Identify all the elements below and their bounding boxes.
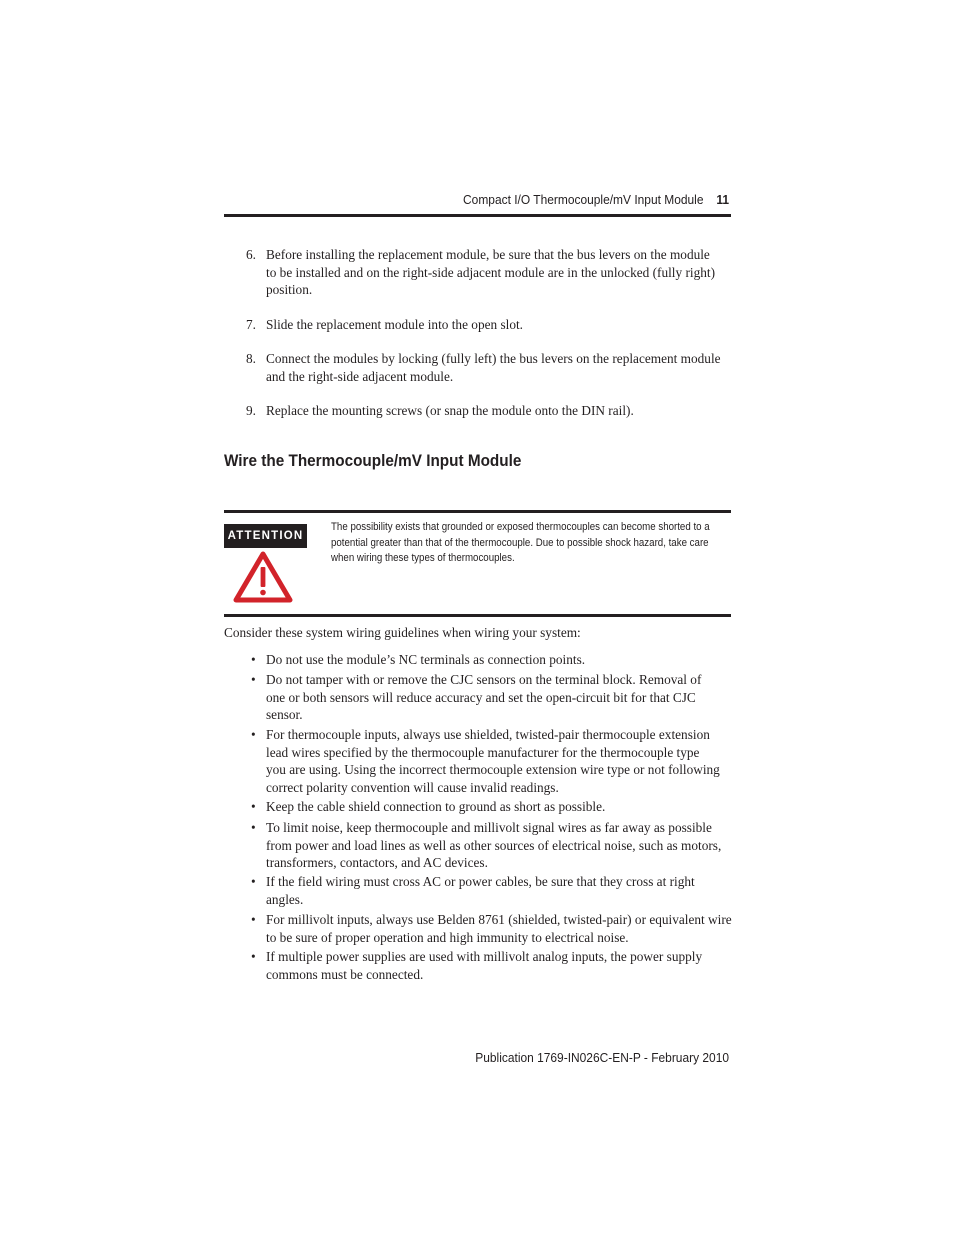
step-line: position. <box>266 282 313 297</box>
list-line: If the field wiring must cross AC or power cables, be sure that they cross at right <box>266 874 695 889</box>
list-line: Do not tamper with or remove the CJC sensors on the terminal block. Removal of <box>266 672 702 687</box>
list-item <box>224 948 731 983</box>
guidelines-intro: Consider these system wiring guidelines when wiring your system: <box>224 625 581 640</box>
list-item <box>224 798 731 816</box>
list-line: you are using. Using the incorrect thermocouple extension wire type or not following <box>266 762 720 777</box>
list-line: To limit noise, keep thermocouple and millivolt signal wires as far away as possible <box>266 820 712 835</box>
step-text <box>266 246 731 299</box>
section-title: Wire the Thermocouple/mV Input Module <box>224 451 522 470</box>
attention-line: potential greater than that of the thermocouple. Due to possible shock hazard, take care <box>331 536 709 549</box>
step-number: 6. <box>246 247 256 262</box>
list-item-text <box>266 873 731 908</box>
list-item <box>224 651 731 669</box>
attention-rule-top <box>224 510 731 513</box>
list-line: one or both sensors will reduce accuracy and set the open-circuit bit for that CJC <box>266 689 696 705</box>
bullet-icon: • <box>251 912 256 927</box>
bullet-icon: • <box>251 949 256 964</box>
bullet-icon: • <box>251 652 256 667</box>
step-text <box>266 402 731 420</box>
step-line: Replace the mounting screws (or snap the module onto the DIN rail). <box>266 403 634 418</box>
attention-rule-bottom <box>224 614 731 617</box>
list-line: sensor. <box>266 707 303 722</box>
step-item <box>224 402 731 420</box>
list-item-text <box>266 671 731 724</box>
step-text <box>266 350 731 385</box>
list-line: For millivolt inputs, always use Belden 8761 (shielded, twisted-pair) or equivalent wire <box>266 912 732 927</box>
list-item <box>224 726 731 796</box>
step-text <box>266 316 731 334</box>
list-line: commons must be connected. <box>266 966 424 982</box>
step-number: 8. <box>246 351 256 366</box>
page-number: 11 <box>716 192 729 207</box>
list-line: lead wires specified by the thermocouple manufacturer for the thermocouple type <box>266 744 700 760</box>
step-item <box>224 350 731 385</box>
warning-triangle-icon <box>233 551 293 603</box>
step-line: and the right-side adjacent module. <box>266 368 454 384</box>
list-line: transformers, contactors, and AC devices. <box>266 855 488 870</box>
list-item <box>224 671 731 724</box>
list-line: For thermocouple inputs, always use shielded, twisted-pair thermocouple extension <box>266 727 710 742</box>
bullet-icon: • <box>251 672 256 687</box>
list-item-text <box>266 726 731 796</box>
list-item <box>224 873 731 908</box>
step-line: to be installed and on the right-side adjacent module are in the unlocked (fully right) <box>266 264 716 280</box>
list-item-text <box>266 798 731 816</box>
step-line: Connect the modules by locking (fully left) the bus levers on the replacement module <box>266 351 721 366</box>
step-number: 9. <box>246 403 256 418</box>
list-line: If multiple power supplies are used with millivolt analog inputs, the power supply <box>266 949 703 964</box>
attention-badge: ATTENTION <box>224 524 307 548</box>
list-item-text <box>266 911 731 946</box>
list-line: to be sure of proper operation and high immunity to electrical noise. <box>266 929 629 945</box>
running-header <box>264 191 729 209</box>
step-number: 7. <box>246 317 256 332</box>
bullet-icon: • <box>251 799 256 814</box>
list-line: Keep the cable shield connection to ground as short as possible. <box>266 799 606 814</box>
list-line: correct polarity convention will cause invalid readings. <box>266 779 559 795</box>
list-item-text <box>266 819 731 872</box>
attention-message <box>331 520 710 567</box>
step-item <box>224 316 731 334</box>
step-line: Before installing the replacement module, be sure that the bus levers on the module <box>266 247 710 262</box>
step-item <box>224 246 731 299</box>
bullet-icon: • <box>251 820 256 835</box>
step-line: Slide the replacement module into the open slot. <box>266 317 524 332</box>
list-item-text <box>266 651 731 669</box>
bullet-icon: • <box>251 874 256 889</box>
bullet-icon: • <box>251 727 256 742</box>
publication-footer: Publication 1769-IN026C-EN-P - February 2010 <box>475 1050 729 1065</box>
list-item-text <box>266 948 731 983</box>
list-item <box>224 911 731 946</box>
attention-line: The possibility exists that grounded or exposed thermocouples can become shorted to a <box>331 521 710 533</box>
list-line: Do not use the module’s NC terminals as connection points. <box>266 652 586 667</box>
attention-line: when wiring these types of thermocouples. <box>331 552 515 564</box>
header-rule <box>224 214 731 217</box>
list-line: from power and load lines as well as other sources of electrical noise, such as motors, <box>266 837 722 853</box>
list-line: angles. <box>266 891 304 907</box>
list-item <box>224 819 731 872</box>
header-title: Compact I/O Thermocouple/mV Input Module <box>463 192 704 207</box>
